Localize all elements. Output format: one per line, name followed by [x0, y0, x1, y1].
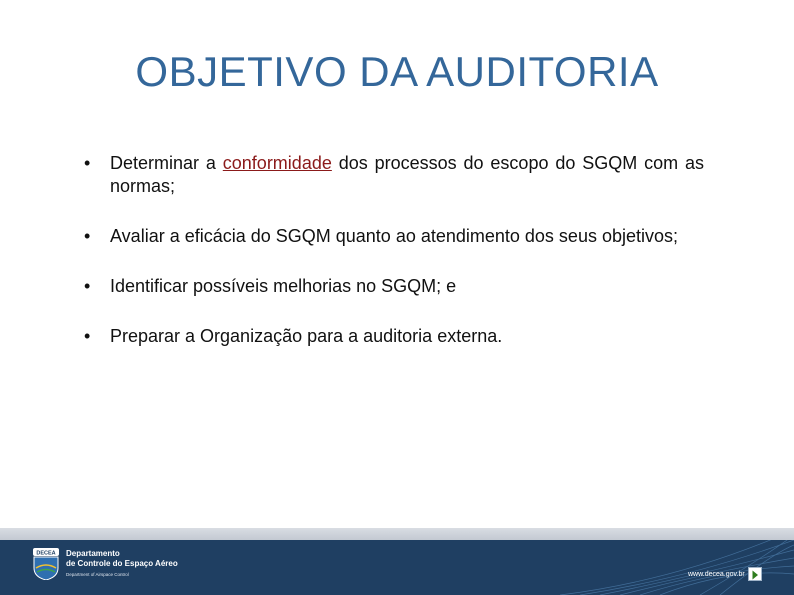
- website-link[interactable]: www.decea.gov.br: [688, 571, 745, 578]
- org-name-line1: Departamento: [66, 549, 120, 558]
- bullet-text: Identificar possíveis melhorias no SGQM; e: [110, 276, 457, 296]
- next-slide-button[interactable]: [748, 567, 762, 581]
- footer-divider: [0, 528, 794, 540]
- decea-logo-icon: [33, 548, 59, 580]
- bullet-dot: •: [84, 326, 91, 346]
- org-name-english: Department of Airspace Control: [66, 572, 129, 577]
- conformity-highlight: conformidade: [222, 153, 332, 173]
- bullet-text: Avaliar a eficácia do SGQM quanto ao atendimento dos seus objetivos;: [110, 226, 679, 246]
- slide-title: OBJETIVO DA AUDITORIA: [135, 48, 659, 95]
- bullet-text: Preparar a Organização para a auditoria externa.: [110, 326, 503, 346]
- logo-text: DECEA: [36, 550, 56, 557]
- org-name-line2: de Controle do Espaço Aéreo: [66, 559, 178, 568]
- bullet-dot: •: [84, 226, 91, 246]
- bullet-item-effectiveness: [84, 225, 704, 248]
- bullet-item-external-audit: [84, 325, 704, 348]
- arrow-right-icon: [749, 569, 761, 581]
- bullet-item-conformity: [84, 152, 704, 198]
- bullet-dot: •: [84, 153, 91, 173]
- bullet-dot: •: [84, 276, 91, 296]
- bullet-text-before: Determinar a: [110, 153, 223, 173]
- bullet-text-after: dos processos do escopo do SGQM com as normas;: [110, 153, 704, 196]
- bullet-item-improvements: [84, 275, 704, 298]
- bullet-list: [84, 152, 704, 375]
